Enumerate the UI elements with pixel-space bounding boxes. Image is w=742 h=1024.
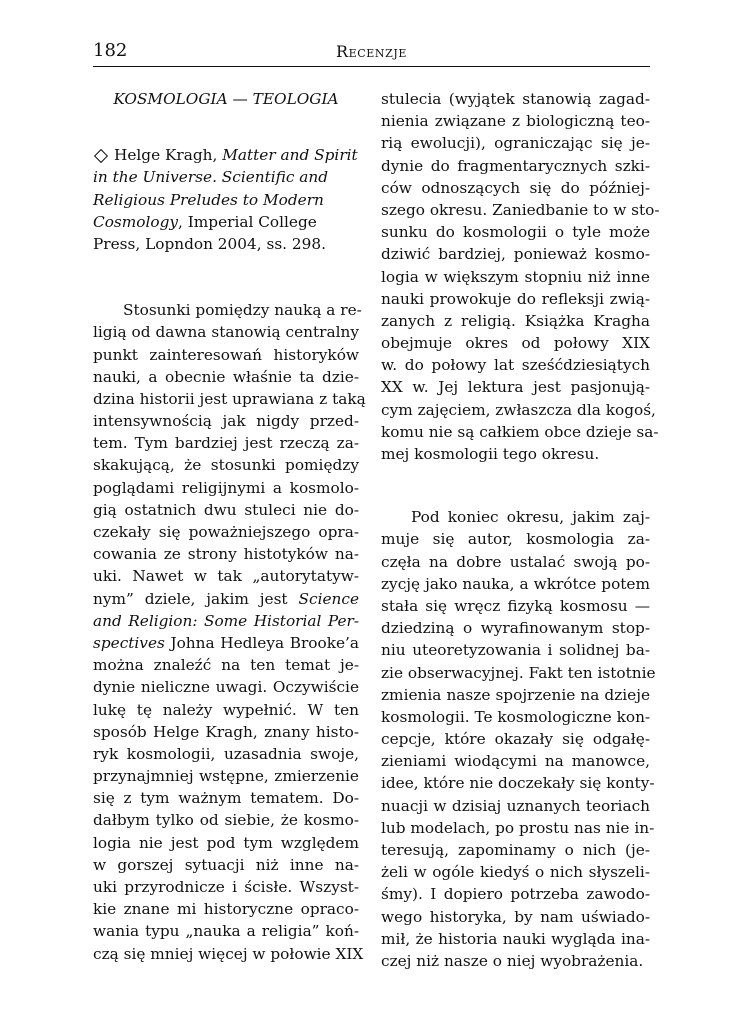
- text-line: żeli w ogóle kiedyś o nich słyszeli-: [381, 863, 650, 882]
- page-number: 182: [93, 40, 128, 61]
- text-line: czej niż nasze o niej wyobrażenia.: [381, 951, 644, 970]
- text-line: kie znane mi historyczne opraco-: [93, 900, 359, 919]
- text-line: spectives Johna Hedleya Brooke’a: [93, 633, 359, 652]
- bibliography-line: in the Universe. Scientific and: [93, 168, 329, 187]
- text-line: czą się mniej więcej w połowie XIX: [93, 944, 364, 963]
- text-line: zie obserwacyjnej. Fakt ten istotnie: [381, 663, 656, 682]
- diamond-bullet-icon: [94, 149, 108, 163]
- text-line: dzina historii jest uprawiana z taką: [93, 389, 366, 408]
- text-line: wego historyka, by nam uświado-: [381, 907, 650, 926]
- text-line: gią ostatnich dwu stuleci nie do-: [93, 500, 359, 519]
- bibliography-line: Helge Kragh, Matter and Spirit: [93, 144, 359, 166]
- bibliography-line: Religious Preludes to Modern: [93, 190, 324, 209]
- text-line: niu uteoretyzowania i solidnej ba-: [381, 641, 650, 660]
- left-column: [93, 88, 366, 965]
- text-line: nuacji w dzisiaj uznanych teoriach: [381, 796, 650, 815]
- text-line: szego okresu. Zaniedbanie to w sto-: [381, 200, 660, 219]
- text-line: czekały się poważniejszego opra-: [93, 523, 359, 541]
- text-line: komu nie są całkiem obce dzieje sa-: [381, 422, 659, 441]
- text-line: zmienia nasze spojrzenie na dzieje: [381, 685, 650, 704]
- bibliography-entry: [93, 144, 359, 255]
- text-line: dynie do fragmentarycznych szki-: [381, 156, 650, 175]
- text-line: stała się wręcz fizyką kosmosu —: [381, 596, 650, 615]
- text-line: przynajmniej wstępne, zmierzenie: [93, 767, 359, 786]
- text-line: nauki prowokuje do refleksji zwią-: [381, 289, 650, 308]
- text-line: śmy). I dopiero potrzeba zawodo-: [381, 885, 650, 904]
- text-line: muje się autor, kosmologia za-: [381, 530, 650, 549]
- bibliography-line: Cosmology, Imperial College: [93, 212, 317, 231]
- text-line: tem. Tym bardziej jest rzeczą za-: [93, 434, 359, 453]
- text-line: ców odnoszących się do później-: [381, 178, 650, 197]
- page-header: [93, 40, 650, 67]
- running-head: Recenzje: [335, 42, 408, 61]
- text-line: logia nie jest pod tym względem: [93, 833, 359, 852]
- text-line: wania typu „nauka a religia” koń-: [93, 922, 359, 941]
- text-line: intensywnością jak nigdy przed-: [93, 412, 359, 431]
- text-line: idee, które nie doczekały się konty-: [381, 774, 655, 793]
- text-line: stulecia (wyjątek stanowią zagad-: [381, 90, 650, 108]
- text-line: nauki, a obecnie właśnie ta dzie-: [93, 367, 359, 386]
- text-line: uki. Nawet w tak „autorytatyw-: [93, 567, 359, 586]
- text-line: sunku do kosmologii o tyle może: [381, 223, 650, 242]
- text-line: dynie nieliczne uwagi. Oczywiście: [93, 678, 359, 697]
- left-paragraph: [93, 299, 366, 965]
- text-line: można znaleźć na ten temat je-: [93, 656, 359, 675]
- text-line: cowania ze strony histotyków na-: [93, 545, 359, 564]
- text-line: teresują, zapominamy o nich (je-: [381, 841, 650, 859]
- text-line: ligią od dawna stanowią centralny: [93, 323, 359, 342]
- text-line: uki przyrodnicze i ścisłe. Wszyst-: [93, 878, 359, 896]
- right-paragraph-2: [381, 506, 656, 972]
- text-line: sposób Helge Kragh, znany histo-: [93, 722, 359, 741]
- text-line: rią ewolucji), ograniczając się je-: [381, 134, 650, 153]
- text-line: częła na dobre ustalać swoją po-: [381, 552, 650, 571]
- text-line: w. do połowy lat sześćdziesiątych: [381, 356, 650, 375]
- text-line: ryk kosmologii, uzasadnia swoje,: [93, 744, 359, 763]
- text-line: dziwić bardziej, ponieważ kosmo-: [381, 245, 650, 264]
- text-line: Stosunki pomiędzy nauką a re-: [123, 301, 362, 320]
- text-line: dziedziną o wyrafinowanym stop-: [381, 619, 650, 638]
- text-line: lukę tę należy wypełnić. W ten: [93, 700, 359, 719]
- text-line: mił, że historia nauki wygląda ina-: [381, 929, 650, 948]
- text-line: w gorszej sytuacji niż inne na-: [93, 855, 359, 874]
- right-column: [381, 88, 660, 972]
- text-line: poglądami religijnymi a kosmolo-: [93, 478, 359, 497]
- text-line: zycję jako nauka, a wkrótce potem: [381, 574, 650, 593]
- text-line: logia w większym stopniu niż inne: [381, 267, 650, 286]
- text-line: zieniami wiodącymi na manowce,: [381, 752, 650, 771]
- text-line: lub modelach, po prostu nas nie in-: [381, 818, 655, 837]
- text-line: cym zajęciem, zwłaszcza dla kogoś,: [381, 400, 656, 419]
- text-line: XX w. Jej lektura jest pasjonują-: [381, 378, 650, 397]
- section-title: KOSMOLOGIA — TEOLOGIA: [113, 90, 339, 108]
- text-line: mej kosmologii tego okresu.: [381, 445, 600, 463]
- text-line: obejmuje okres od połowy XIX: [381, 334, 650, 353]
- right-paragraph-1: [381, 88, 660, 465]
- text-line: punkt zainteresowań historyków: [93, 345, 359, 364]
- text-line: cepcje, które okazały się odgałę-: [381, 730, 650, 749]
- text-line: and Religion: Some Historial Per-: [93, 611, 359, 630]
- text-line: kosmologii. Te kosmologiczne kon-: [381, 707, 651, 726]
- text-line: się z tym ważnym tematem. Do-: [93, 789, 359, 808]
- text-line: skakującą, że stosunki pomiędzy: [93, 456, 359, 475]
- bibliography-line: Press, Lopndon 2004, ss. 298.: [93, 234, 326, 253]
- text-line: nienia związane z biologiczną teo-: [381, 112, 650, 131]
- text-line: dałbym tylko od siebie, że kosmo-: [93, 811, 359, 830]
- text-line: zanych z religią. Książka Kragha: [381, 311, 650, 330]
- text-line: Pod koniec okresu, jakim zaj-: [411, 508, 650, 527]
- text-line: nym” dziele, jakim jest Science: [93, 589, 359, 608]
